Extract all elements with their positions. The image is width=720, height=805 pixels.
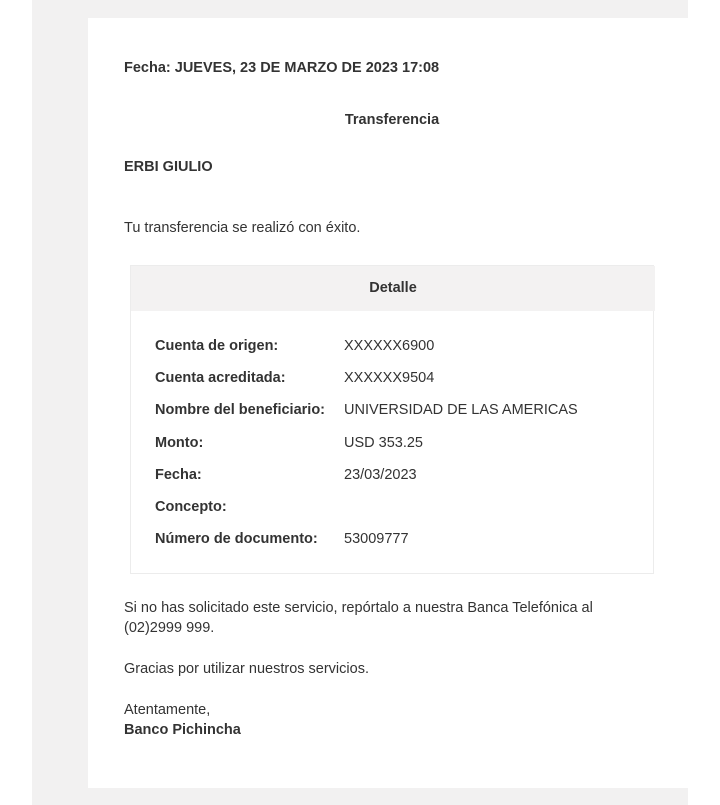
closing-text: Atentamente, bbox=[124, 702, 211, 718]
detail-heading: Detalle bbox=[131, 266, 655, 311]
email-background bbox=[32, 0, 688, 805]
date-line: Fecha: JUEVES, 23 DE MARZO DE 2023 17:08 bbox=[124, 60, 440, 76]
detail-value: UNIVERSIDAD DE LAS AMERICAS bbox=[344, 402, 578, 418]
detail-row-document-number bbox=[131, 529, 653, 553]
detail-value: 23/03/2023 bbox=[344, 467, 417, 483]
detail-label: Nombre del beneficiario: bbox=[155, 402, 326, 418]
detail-label: Cuenta acreditada: bbox=[155, 370, 286, 386]
report-notice: Si no has solicitado este servicio, repórtalo a nuestra Banca Telefónica al (02)2999 999. bbox=[124, 600, 593, 636]
detail-row-amount bbox=[131, 433, 653, 457]
detail-box bbox=[130, 265, 654, 574]
detail-value: 53009777 bbox=[344, 531, 409, 547]
detail-row-concept bbox=[131, 497, 653, 521]
email-card bbox=[88, 18, 696, 788]
detail-label: Fecha: bbox=[155, 467, 202, 483]
success-message: Tu transferencia se realizó con éxito. bbox=[124, 220, 361, 236]
detail-value: XXXXXX6900 bbox=[344, 338, 435, 354]
detail-row-origin-account bbox=[131, 336, 653, 360]
detail-value: XXXXXX9504 bbox=[344, 370, 435, 386]
detail-label: Número de documento: bbox=[155, 531, 318, 547]
thanks-message: Gracias por utilizar nuestros servicios. bbox=[124, 661, 369, 677]
detail-row-beneficiary bbox=[131, 400, 653, 424]
recipient-name: ERBI GIULIO bbox=[124, 159, 213, 175]
detail-label: Concepto: bbox=[155, 499, 227, 515]
detail-label: Monto: bbox=[155, 435, 204, 451]
detail-label: Cuenta de origen: bbox=[155, 338, 279, 354]
detail-value: USD 353.25 bbox=[344, 435, 423, 451]
page-title: Transferencia bbox=[344, 112, 440, 128]
detail-row-credited-account bbox=[131, 368, 653, 392]
bank-name: Banco Pichincha bbox=[124, 722, 241, 738]
detail-row-date bbox=[131, 465, 653, 489]
